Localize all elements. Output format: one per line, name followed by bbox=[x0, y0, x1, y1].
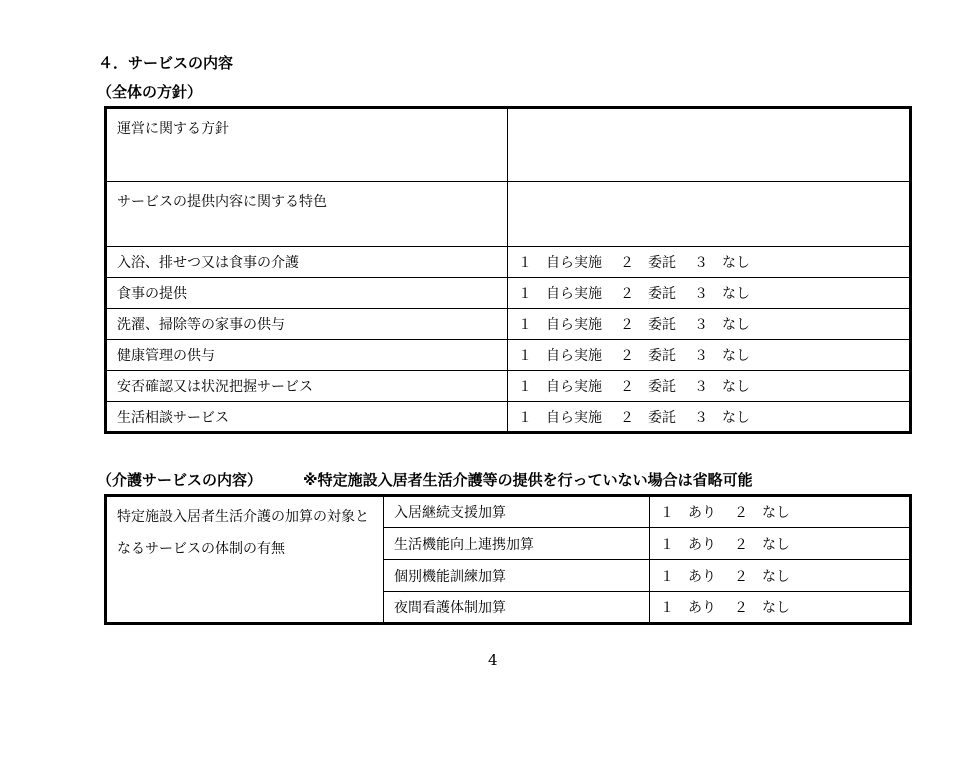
care-note: ※特定施設入居者生活介護等の提供を行っていない場合は省略可能 bbox=[303, 471, 753, 489]
option-yes: １ あり bbox=[660, 505, 716, 521]
option-outsource: ２ 委託 bbox=[620, 379, 676, 395]
row-options bbox=[650, 560, 911, 592]
table-row bbox=[106, 108, 911, 182]
option-outsource: ２ 委託 bbox=[620, 409, 676, 426]
row-value bbox=[508, 182, 911, 247]
row-label: サービスの提供内容に関する特色 bbox=[106, 182, 508, 247]
table-row bbox=[106, 496, 911, 528]
row-label: 入浴、排せつ又は食事の介護 bbox=[106, 247, 508, 278]
option-no: ２ なし bbox=[734, 600, 790, 616]
row-options bbox=[508, 278, 911, 309]
option-outsource: ２ 委託 bbox=[620, 255, 676, 271]
row-label: 生活機能向上連携加算 bbox=[384, 528, 650, 560]
option-none: ３ なし bbox=[694, 317, 750, 333]
option-self: １ 自ら実施 bbox=[518, 317, 602, 333]
table-row bbox=[106, 309, 911, 340]
row-label: 安否確認又は状況把握サービス bbox=[106, 371, 508, 402]
option-self: １ 自ら実施 bbox=[518, 255, 602, 271]
row-label: 入居継続支援加算 bbox=[384, 496, 650, 528]
option-yes: １ あり bbox=[660, 600, 716, 616]
table-row bbox=[106, 402, 911, 433]
option-outsource: ２ 委託 bbox=[620, 286, 676, 302]
table-row bbox=[106, 182, 911, 247]
row-label: 個別機能訓練加算 bbox=[384, 560, 650, 592]
policy-table bbox=[104, 106, 912, 434]
row-label: 運営に関する方針 bbox=[106, 108, 508, 182]
option-outsource: ２ 委託 bbox=[620, 348, 676, 364]
care-table bbox=[104, 494, 912, 625]
row-options bbox=[508, 371, 911, 402]
option-outsource: ２ 委託 bbox=[620, 317, 676, 333]
row-options bbox=[508, 402, 911, 433]
row-options bbox=[508, 247, 911, 278]
page-number: 4 bbox=[488, 651, 498, 669]
table-row bbox=[106, 247, 911, 278]
option-self: １ 自ら実施 bbox=[518, 286, 602, 302]
row-label: 洗濯、掃除等の家事の供与 bbox=[106, 309, 508, 340]
row-label: 健康管理の供与 bbox=[106, 340, 508, 371]
table-row bbox=[106, 278, 911, 309]
option-no: ２ なし bbox=[734, 536, 790, 553]
care-heading: （介護サービスの内容） bbox=[97, 471, 263, 489]
option-no: ２ なし bbox=[734, 505, 790, 521]
option-self: １ 自ら実施 bbox=[518, 409, 602, 426]
group-label: 特定施設入居者生活介護の加算の対象となるサービスの体制の有無 bbox=[106, 496, 384, 624]
option-no: ２ なし bbox=[734, 568, 790, 585]
option-none: ３ なし bbox=[694, 286, 750, 302]
option-none: ３ なし bbox=[694, 348, 750, 364]
row-options bbox=[508, 340, 911, 371]
option-yes: １ あり bbox=[660, 568, 716, 585]
policy-heading: （全体の方針） bbox=[97, 83, 203, 101]
section-title: ４．サービスの内容 bbox=[98, 54, 234, 72]
row-options bbox=[650, 528, 911, 560]
option-none: ３ なし bbox=[694, 255, 750, 271]
row-label: 夜間看護体制加算 bbox=[384, 592, 650, 624]
row-options bbox=[508, 309, 911, 340]
option-none: ３ なし bbox=[694, 409, 750, 426]
table-row bbox=[106, 340, 911, 371]
option-yes: １ あり bbox=[660, 536, 716, 553]
row-label: 生活相談サービス bbox=[106, 402, 508, 433]
row-options bbox=[650, 496, 911, 528]
option-self: １ 自ら実施 bbox=[518, 348, 602, 364]
row-options bbox=[650, 592, 911, 624]
option-none: ３ なし bbox=[694, 379, 750, 395]
row-label: 食事の提供 bbox=[106, 278, 508, 309]
row-value bbox=[508, 108, 911, 182]
option-self: １ 自ら実施 bbox=[518, 379, 602, 395]
table-row bbox=[106, 371, 911, 402]
